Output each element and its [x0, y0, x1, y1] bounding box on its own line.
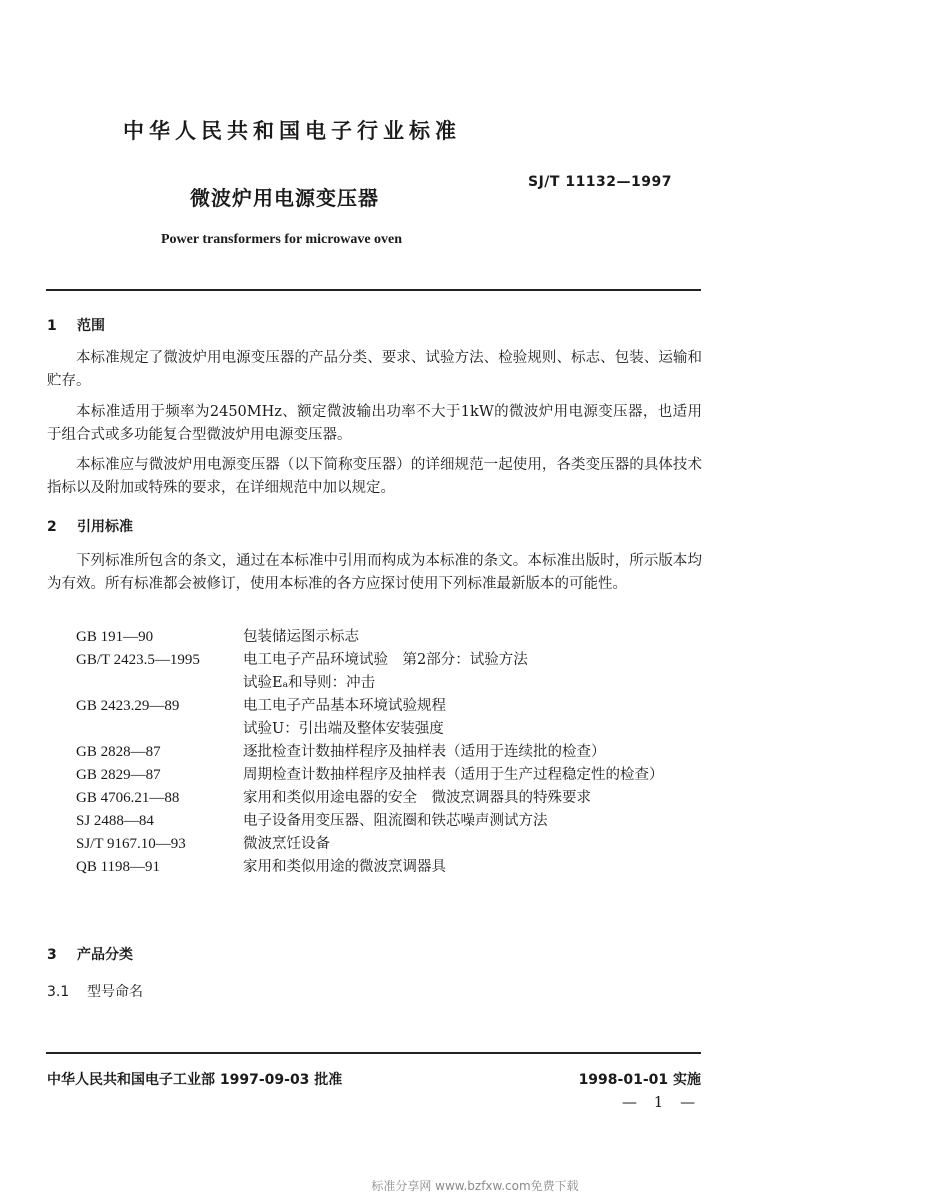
reference-code: GB 2829—87 [76, 767, 161, 783]
reference-row [76, 741, 706, 764]
reference-row [76, 810, 706, 833]
paragraph: 本标准规定了微波炉用电源变压器的产品分类、要求、试验方法、检验规则、标志、包装、运输和贮存。 [47, 350, 702, 389]
reference-list [76, 626, 706, 879]
section-number: 3 [47, 947, 57, 963]
reference-row [76, 626, 706, 649]
subsection-3-1-heading [47, 981, 143, 1001]
reference-code: GB 191—90 [76, 629, 154, 645]
reference-title: 电工电子产品环境试验 第2部分：试验方法 [243, 652, 528, 668]
section-number: 1 [47, 318, 57, 334]
reference-code: SJ 2488—84 [76, 813, 154, 829]
footer-divider [46, 1052, 701, 1054]
reference-row [76, 856, 706, 879]
section-title: 引用标准 [77, 519, 133, 535]
reference-title: 周期检查计数抽样程序及抽样表（适用于生产过程稳定性的检查） [243, 767, 664, 783]
document-title-cn: 微波炉用电源变压器 [190, 186, 379, 210]
reference-row [76, 787, 706, 810]
section-1-heading [47, 315, 105, 335]
reference-row [76, 649, 706, 672]
paragraph: 本标准应与微波炉用电源变压器（以下简称变压器）的详细规范一起使用，各类变压器的具体技术指标以及附加或特殊的要求，在详细规范中加以规定。 [47, 457, 702, 496]
reference-row [76, 718, 706, 741]
reference-title: 逐批检查计数抽样程序及抽样表（适用于连续批的检查） [243, 744, 606, 760]
reference-code: GB/T 2423.5—1995 [76, 652, 200, 668]
subsection-title: 型号命名 [87, 984, 143, 1000]
section-number: 2 [47, 519, 57, 535]
reference-title: 电子设备用变压器、阻流圈和铁芯噪声测试方法 [243, 813, 548, 829]
document-title-en: Power transformers for microwave oven [161, 232, 403, 247]
approval-statement: 中华人民共和国电子工业部 1997-09-03 批准 [47, 1072, 343, 1088]
section-title: 范围 [77, 318, 105, 334]
reference-title: 包装储运图示标志 [243, 629, 359, 645]
standard-organization: 中华人民共和国电子行业标准 [123, 119, 461, 143]
subsection-number: 3.1 [47, 984, 70, 1000]
reference-title: 电工电子产品基本环境试验规程 [243, 698, 446, 714]
watermark: 标准分享网 www.bzfxw.com免费下载 [371, 1179, 579, 1193]
reference-row [76, 764, 706, 787]
reference-code [76, 672, 243, 695]
section-3-heading [47, 944, 133, 964]
reference-row [76, 695, 706, 718]
reference-code [76, 718, 243, 741]
reference-row [76, 672, 706, 695]
page-number: — 1 — [622, 1093, 702, 1111]
reference-code: GB 2423.29—89 [76, 698, 180, 714]
reference-title: 试验U：引出端及整体安装强度 [243, 721, 444, 737]
reference-code: GB 4706.21—88 [76, 790, 180, 806]
section-2-heading [47, 516, 133, 536]
reference-code: QB 1198—91 [76, 859, 161, 875]
reference-row [76, 833, 706, 856]
reference-title: 家用和类似用途的微波烹调器具 [243, 859, 446, 875]
reference-title: 试验Eₐ和导则：冲击 [243, 675, 376, 691]
reference-code: SJ/T 9167.10—93 [76, 836, 186, 852]
header-divider [46, 289, 701, 291]
reference-code: GB 2828—87 [76, 744, 161, 760]
paragraph: 下列标准所包含的条文，通过在本标准中引用而构成为本标准的条文。本标准出版时，所示版本均为有效。所有标准都会被修订，使用本标准的各方应探讨使用下列标准最新版本的可能性。 [47, 553, 702, 592]
paragraph: 本标准适用于频率为2450MHz、额定微波输出功率不大于1kW的微波炉用电源变压器，也适用于组合式或多功能复合型微波炉用电源变压器。 [47, 404, 702, 443]
reference-title: 家用和类似用途电器的安全 微波烹调器具的特殊要求 [243, 790, 591, 806]
reference-title: 微波烹饪设备 [243, 836, 330, 852]
section-title: 产品分类 [77, 947, 133, 963]
effective-date: 1998-01-01 实施 [578, 1072, 701, 1088]
standard-code: SJ/T 11132—1997 [528, 174, 672, 190]
